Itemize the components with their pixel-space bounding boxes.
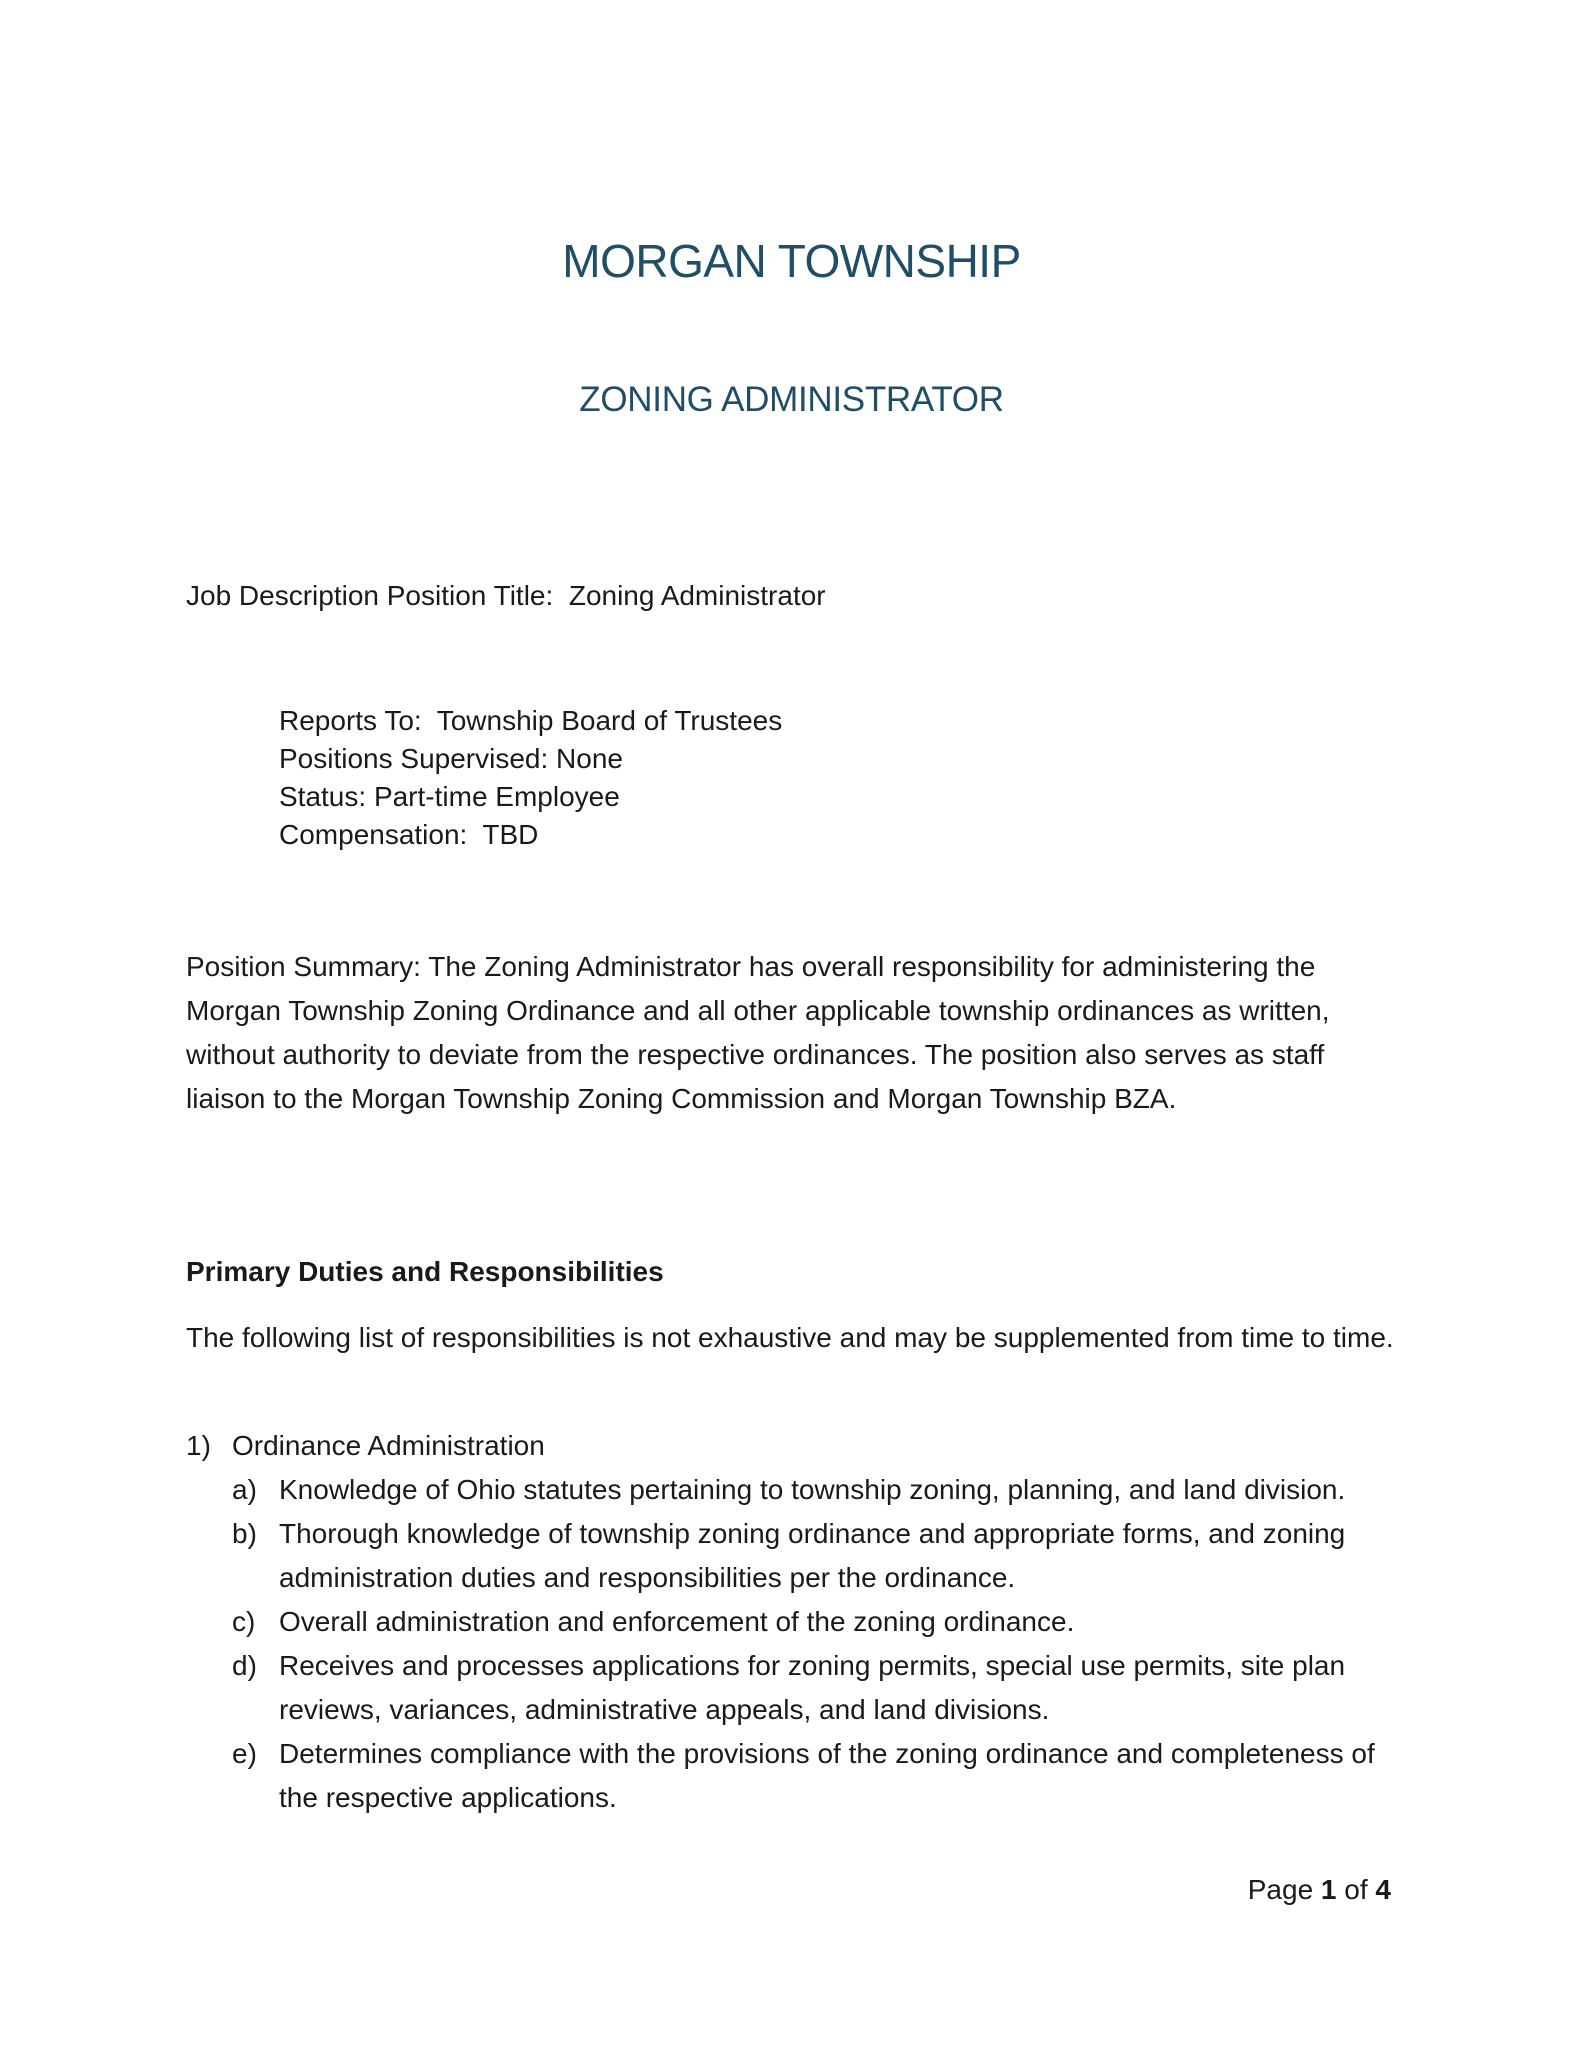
list-item-letter: c) [232, 1606, 256, 1637]
duty-items [232, 1468, 1406, 1820]
job-title-line: Job Description Position Title: Zoning Administrator [186, 580, 826, 611]
current-page: 1 [1320, 1874, 1337, 1905]
duty-number: 1) [186, 1430, 211, 1461]
list-item [232, 1468, 1406, 1512]
list-item-text: Overall administration and enforcement of the zoning ordinance. [279, 1606, 1075, 1637]
document-subtitle: ZONING ADMINISTRATOR [579, 380, 1004, 419]
total-pages: 4 [1375, 1874, 1391, 1905]
list-item-letter: a) [232, 1474, 257, 1505]
list-item [232, 1644, 1406, 1732]
section-intro: The following list of responsibilities is not exhaustive and may be supplemented from time to time. [186, 1322, 1394, 1353]
list-item [232, 1732, 1406, 1820]
detail-status: Status: Part-time Employee [279, 781, 620, 812]
list-item [232, 1512, 1406, 1600]
duty-heading [186, 1424, 1406, 1468]
page-number [1248, 1868, 1391, 1912]
list-item-letter: e) [232, 1738, 257, 1769]
duty-title: Ordinance Administration [232, 1430, 545, 1461]
list-item [232, 1600, 1406, 1644]
section-heading: Primary Duties and Responsibilities [186, 1256, 664, 1287]
list-item-text: Determines compliance with the provisions of the zoning ordinance and completeness of the respective applications. [279, 1738, 1375, 1813]
page-prefix: Page [1247, 1874, 1321, 1905]
detail-compensation: Compensation: TBD [279, 819, 539, 850]
page-mid: of [1336, 1874, 1376, 1905]
document-title: MORGAN TOWNSHIP [562, 235, 1021, 287]
list-item-letter: b) [232, 1518, 257, 1549]
position-summary: Position Summary: The Zoning Administrator has overall responsibility for administering the Morgan Township Zoning Ordinance and all other applicable township ordinances as written, without authority to deviate from the respective ordinances. The position also serves as staff liaison to the Morgan Township Zoning Commission and Morgan Township BZA. [186, 951, 1330, 1114]
list-item-text: Knowledge of Ohio statutes pertaining to township zoning, planning, and land division. [279, 1474, 1346, 1505]
job-details-list [279, 702, 782, 854]
list-item-text: Thorough knowledge of township zoning ordinance and appropriate forms, and zoning administration duties and responsibilities per the ordinance. [279, 1518, 1346, 1593]
detail-reports-to: Reports To: Township Board of Trustees [279, 705, 783, 736]
detail-positions-supervised: Positions Supervised: None [279, 743, 623, 774]
list-item-text: Receives and processes applications for zoning permits, special use permits, site plan reviews, variances, administrative appeals, and land divisions. [279, 1650, 1346, 1725]
list-item-letter: d) [232, 1650, 257, 1681]
duty-ordinance-administration [186, 1424, 1406, 1820]
